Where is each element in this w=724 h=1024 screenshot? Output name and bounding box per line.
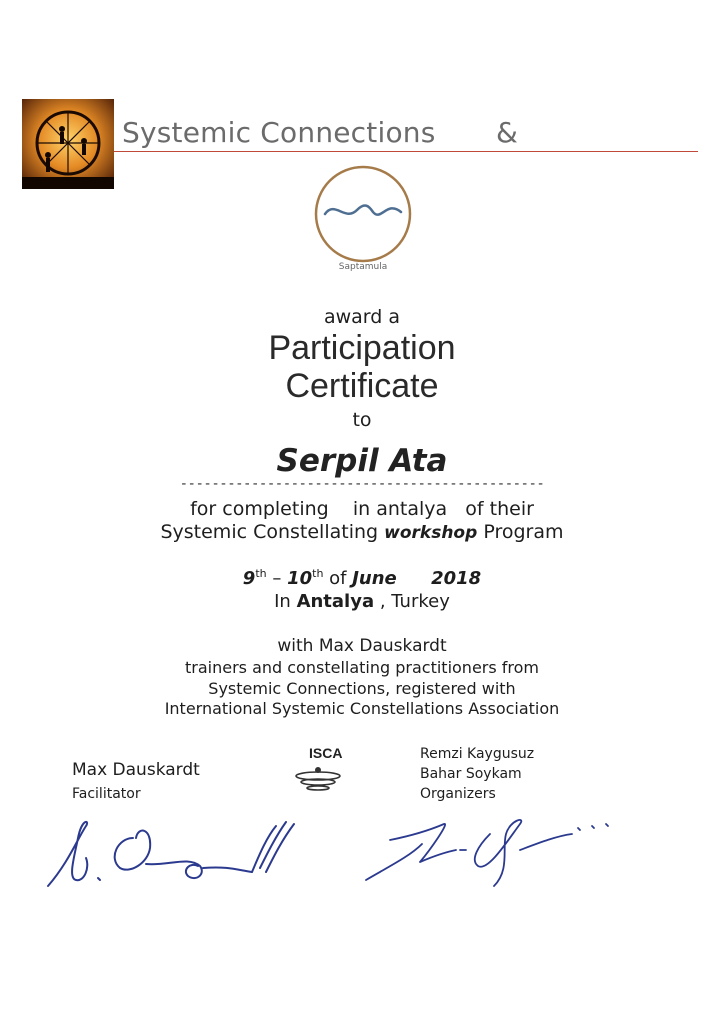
place-country: , Turkey: [379, 591, 450, 612]
program-text: [0, 521, 724, 543]
trainers-text: trainers and constellating practitioners from: [184, 658, 540, 677]
program-prefix: Systemic Constellating: [160, 521, 379, 543]
date-separator: –: [266, 568, 288, 589]
facilitator-signature: [38, 808, 308, 898]
to-label: to: [352, 409, 372, 431]
signature-scribble-icon: [360, 800, 630, 890]
saptamula-label: Saptamula: [338, 262, 388, 272]
with-facilitator-text: with Max Dauskardt: [277, 636, 447, 656]
certificate-title-line1: Participation: [268, 329, 456, 367]
header-ampersand: &: [496, 116, 518, 149]
program-workshop: workshop: [384, 523, 478, 543]
date-month: June: [352, 568, 397, 589]
header-divider: [114, 151, 698, 152]
date-of: of: [323, 568, 353, 589]
certificate-title-line2: Certificate: [285, 367, 439, 405]
organizers-role: Organizers: [420, 786, 496, 802]
connections-text: Systemic Connections, registered with: [208, 679, 516, 698]
program-suffix: Program: [483, 521, 564, 543]
date-year: 2018: [431, 568, 482, 589]
place-city: Antalya: [296, 591, 375, 612]
facilitator-name: Max Dauskardt: [72, 760, 200, 780]
header-title: Systemic Connections: [122, 116, 436, 149]
award-text: award a: [323, 306, 401, 328]
name-underline: ----------------------------------------------: [179, 476, 545, 492]
sunset-wheel-silhouette-icon: [22, 99, 114, 189]
date-day2: 10: [287, 568, 313, 589]
completion-text: for completing in antalya of their: [190, 498, 534, 520]
date-sup2: th: [312, 567, 324, 580]
isca-association-text: International Systemic Constellations Association: [164, 699, 560, 718]
organizers-signature: [360, 800, 630, 890]
systemic-connections-logo-image: [22, 99, 114, 189]
saptamula-logo: [305, 160, 421, 276]
date-sup1: th: [255, 567, 267, 580]
organizer-1: Remzi Kaygusuz: [420, 746, 535, 762]
place-in: In: [274, 591, 291, 612]
saptamula-wave-circle-icon: [305, 160, 421, 276]
organizer-2: Bahar Soykam: [420, 766, 522, 782]
recipient-name: Serpil Ata: [276, 443, 448, 479]
date-day1: 9: [242, 568, 256, 589]
isca-logo-text: ISCA: [309, 745, 343, 761]
signature-scribble-icon: [38, 808, 308, 898]
date-line: [0, 567, 724, 589]
facilitator-role: Facilitator: [72, 786, 141, 802]
place-line: [0, 591, 724, 612]
